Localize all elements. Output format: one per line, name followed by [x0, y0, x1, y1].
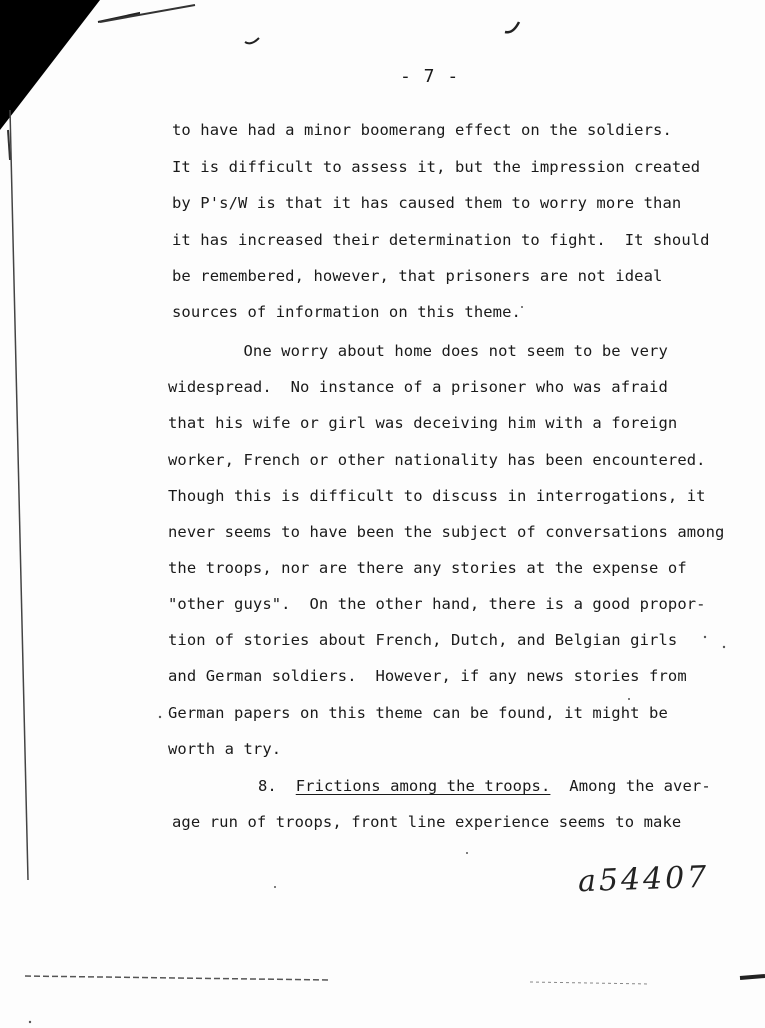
text-line: and German soldiers. However, if any news stories from [168, 667, 687, 685]
section-number: 8. [258, 777, 277, 795]
text-line: It is difficult to assess it, but the impression created [172, 158, 701, 176]
text-line: that his wife or girl was deceiving him with a foreign [168, 414, 678, 432]
text-line: Among the aver- [569, 777, 711, 795]
text-line: it has increased their determination to fight. It should [172, 231, 710, 249]
text-line: the troops, nor are there any stories at the expense of [168, 559, 687, 577]
text-line: age run of troops, front line experience seems to make [172, 813, 682, 831]
section-heading: Frictions among the troops. [295, 777, 551, 795]
section-heading-line [258, 776, 711, 796]
text-line: One worry about home does not seem to be very [168, 342, 668, 360]
text-line: German papers on this theme can be found, it might be [168, 704, 668, 722]
handwritten-note: a54407 [577, 859, 710, 900]
text-line: be remembered, however, that prisoners are not ideal [172, 267, 663, 285]
text-line: worth a try. [168, 740, 282, 758]
text-line: Though this is difficult to discuss in interrogations, it [168, 487, 706, 505]
text-line: "other guys". On the other hand, there is a good propor- [168, 595, 706, 613]
text-line: widespread. No instance of a prisoner who was afraid [168, 378, 668, 396]
text-line: tion of stories about French, Dutch, and Belgian girls [168, 631, 678, 649]
text-line: by P's/W is that it has caused them to worry more than [172, 194, 682, 212]
text-line: to have had a minor boomerang effect on the soldiers. [172, 121, 672, 139]
page-number: - 7 - [400, 66, 460, 87]
text-line: never seems to have been the subject of conversations among [168, 523, 725, 541]
text-line: sources of information on this theme. [172, 303, 521, 321]
text-line: worker, French or other nationality has been encountered. [168, 451, 706, 469]
